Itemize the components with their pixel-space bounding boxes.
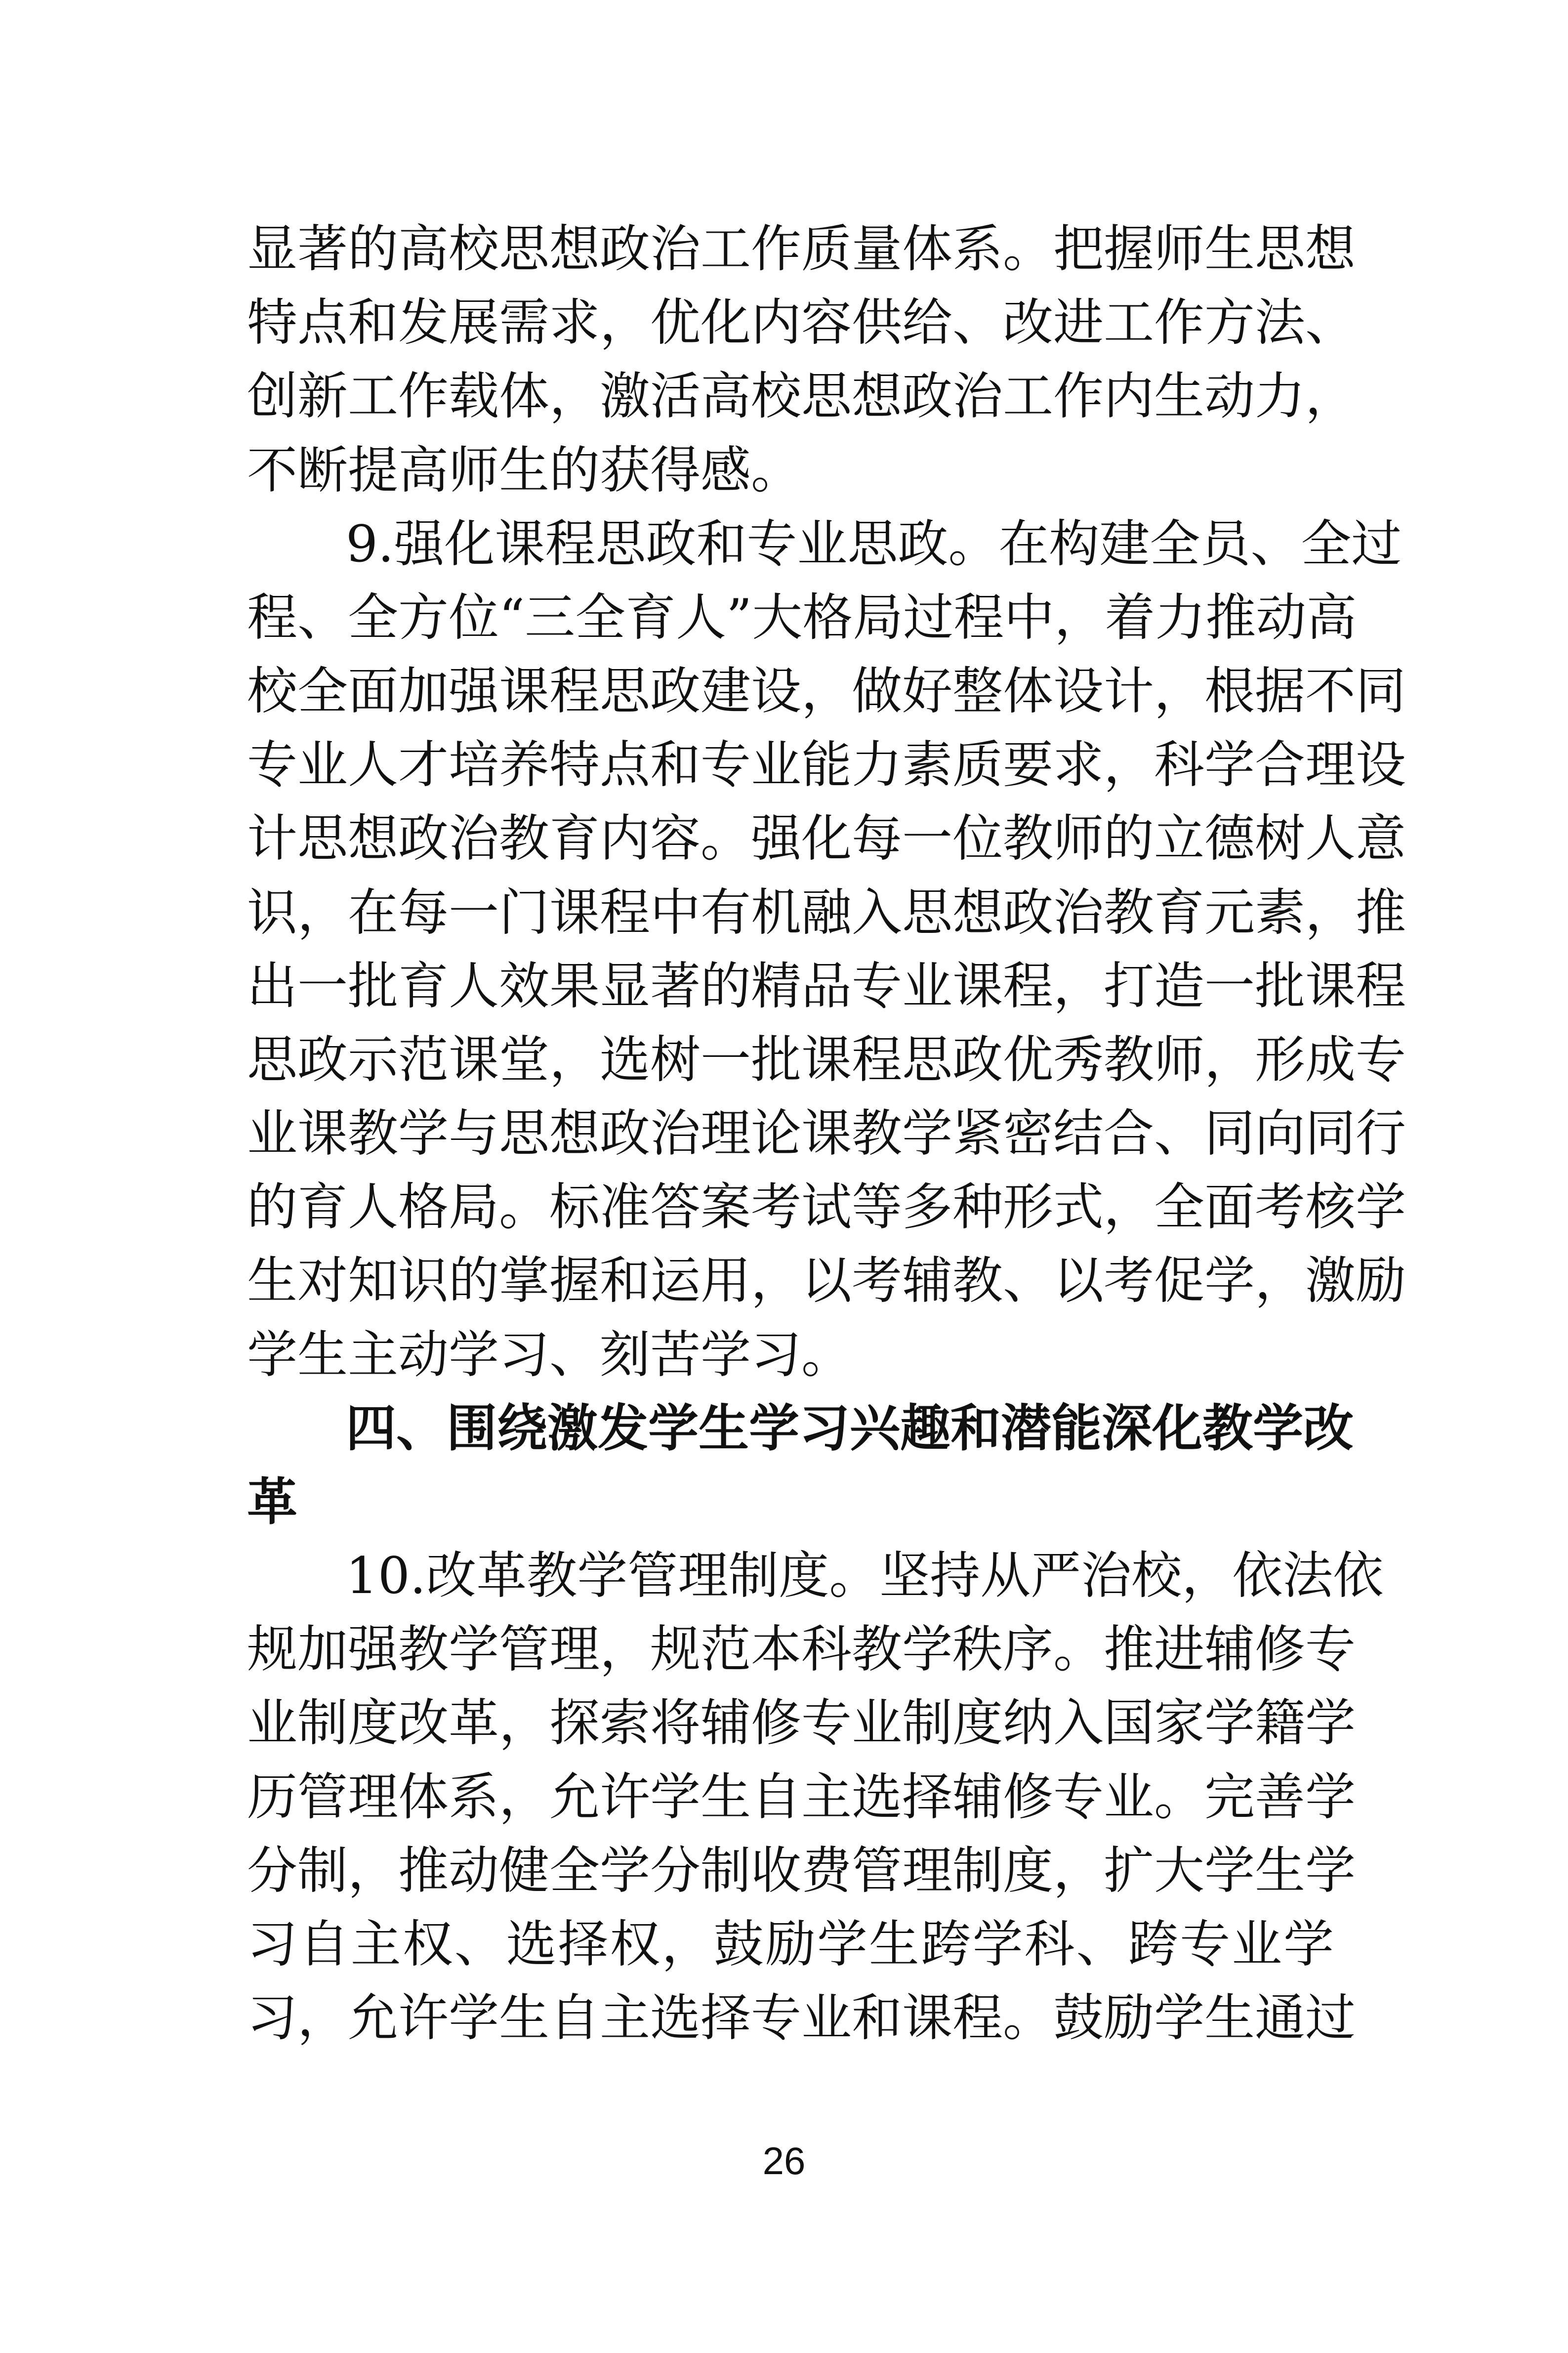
section-heading-line-2: 革 [247,1473,297,1532]
paragraph-1-line-1: 显著的高校思想政治工作质量体系。把握师生思想 [247,220,1356,279]
item-9-line-3: 校全面加强课程思政建设，做好整体设计，根据不同 [247,662,1406,721]
item-10-line-3: 业制度改革，探索将辅修专业制度纳入国家学籍学 [247,1694,1356,1753]
item-9-line-12: 学生主动学习、刻苦学习。 [247,1326,852,1385]
paragraph-1-line-3: 创新工作载体，激活高校思想政治工作内生动力， [247,367,1356,426]
item-9-line-11: 生对知识的掌握和运用，以考辅教、以考促学，激励 [247,1252,1406,1310]
item-9-line-1: 9.强化课程思政和专业思政。在构建全员、全过 [346,515,1402,574]
item-9-line-10: 的育人格局。标准答案考试等多种形式，全面考核学 [247,1178,1406,1237]
item-10-line-6: 习自主权、选择权，鼓励学生跨学科、跨专业学 [247,1915,1334,1974]
item-9-line-6: 识，在每一门课程中有机融入思想政治教育元素，推 [247,883,1406,942]
item-10-line-4: 历管理体系，允许学生自主选择辅修专业。完善学 [247,1768,1356,1827]
paragraph-1-line-4: 不断提高师生的获得感。 [247,441,801,500]
section-heading-line-1: 四、围绕激发学生学习兴趣和潜能深化教学改 [346,1399,1354,1458]
paragraph-1-line-2: 特点和发展需求，优化内容供给、改进工作方法、 [247,294,1356,352]
item-9-line-8: 思政示范课堂，选树一批课程思政优秀教师，形成专 [247,1031,1406,1090]
page-number: 26 [762,2139,806,2183]
item-10-line-5: 分制，推动健全学分制收费管理制度，扩大学生学 [247,1842,1356,1900]
item-10-line-7: 习，允许学生自主选择专业和课程。鼓励学生通过 [247,1989,1356,2048]
item-9-line-7: 出一批育人效果显著的精品专业课程，打造一批课程 [247,957,1406,1016]
item-10-line-2: 规加强教学管理，规范本科教学秩序。推进辅修专 [247,1620,1356,1679]
item-10-line-1: 10.改革教学管理制度。坚持从严治校，依法依 [346,1547,1384,1605]
item-9-line-2: 程、全方位“三全育人”大格局过程中，着力推动高 [247,588,1357,647]
item-9-line-5: 计思想政治教育内容。强化每一位教师的立德树人意 [247,809,1406,868]
item-9-line-4: 专业人才培养特点和专业能力素质要求，科学合理设 [247,736,1406,795]
item-9-line-9: 业课教学与思想政治理论课教学紧密结合、同向同行 [247,1104,1406,1163]
